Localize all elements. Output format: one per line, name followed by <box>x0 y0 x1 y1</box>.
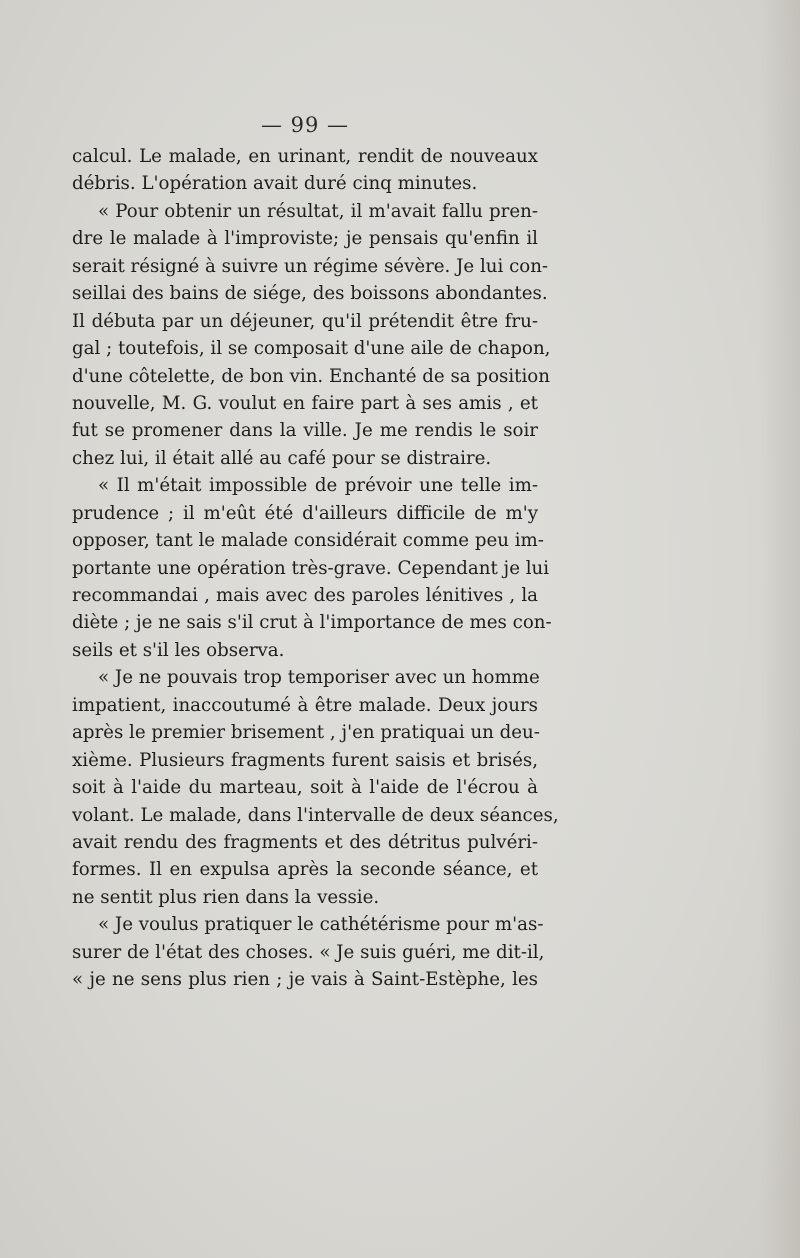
text-line: d'une côtelette, de bon vin. Enchanté de sa position <box>72 365 550 387</box>
text-line: impatient, inaccoutumé à être malade. Deux jours <box>72 694 538 716</box>
text-line: diète ; je ne sais s'il crut à l'importance de mes con- <box>72 612 552 634</box>
text-line: calcul. Le malade, en urinant, rendit de nouveaux <box>72 146 538 167</box>
text-line: gal ; toutefois, il se composait d'une aile de chapon, <box>72 338 551 360</box>
text-line: serait résigné à suivre un régime sévère. Je lui con- <box>72 255 549 277</box>
page-number: — 99 — <box>260 113 350 137</box>
text-line: seils et s'il les observa. <box>72 639 285 661</box>
text-line: « je ne sens plus rien ; je vais à Saint-Estèphe, les <box>72 969 538 991</box>
text-line: débris. L'opération avait duré cinq minutes. <box>72 173 478 195</box>
text-line: « Il m'était impossible de prévoir une telle im- <box>98 475 538 497</box>
body-text <box>72 143 559 994</box>
text-line: seillai des bains de siége, des boissons abondantes. <box>72 283 548 305</box>
text-line: « Je ne pouvais trop temporiser avec un homme <box>98 667 540 689</box>
text-line: chez lui, il était allé au café pour se distraire. <box>72 447 492 469</box>
text-line: « Je voulus pratiquer le cathétérisme pour m'as- <box>98 914 544 936</box>
text-line: opposer, tant le malade considérait comme peu im- <box>72 530 544 552</box>
text-line: avait rendu des fragments et des détritus pulvéri- <box>72 831 538 853</box>
text-line: « Pour obtenir un résultat, il m'avait fallu pren- <box>98 200 538 222</box>
text-line: fut se promener dans la ville. Je me rendis le soir <box>72 420 538 442</box>
text-line: nouvelle, M. G. voulut en faire part à ses amis , et <box>72 392 538 414</box>
text-line: prudence ; il m'eût été d'ailleurs difficile de m'y <box>72 502 538 524</box>
text-line: ne sentit plus rien dans la vessie. <box>72 886 380 908</box>
text-line: portante une opération très-grave. Cependant je lui <box>72 557 550 579</box>
text-line: dre le malade à l'improviste; je pensais qu'enfin il <box>72 228 538 250</box>
text-line: volant. Le malade, dans l'intervalle de deux séances, <box>72 804 559 826</box>
text-line: Il débuta par un déjeuner, qu'il prétendit être fru- <box>72 310 538 332</box>
page-edge-shadow <box>760 0 800 1258</box>
text-line: surer de l'état des choses. « Je suis guéri, me dit-il, <box>72 941 545 963</box>
text-line: xième. Plusieurs fragments furent saisis et brisés, <box>72 749 538 771</box>
text-line: soit à l'aide du marteau, soit à l'aide de l'écrou à <box>72 777 538 799</box>
text-line: recommandai , mais avec des paroles lénitives , la <box>72 585 538 606</box>
text-line: après le premier brisement , j'en pratiquai un deu- <box>72 722 540 744</box>
text-line: formes. Il en expulsa après la seconde séance, et <box>72 859 538 881</box>
